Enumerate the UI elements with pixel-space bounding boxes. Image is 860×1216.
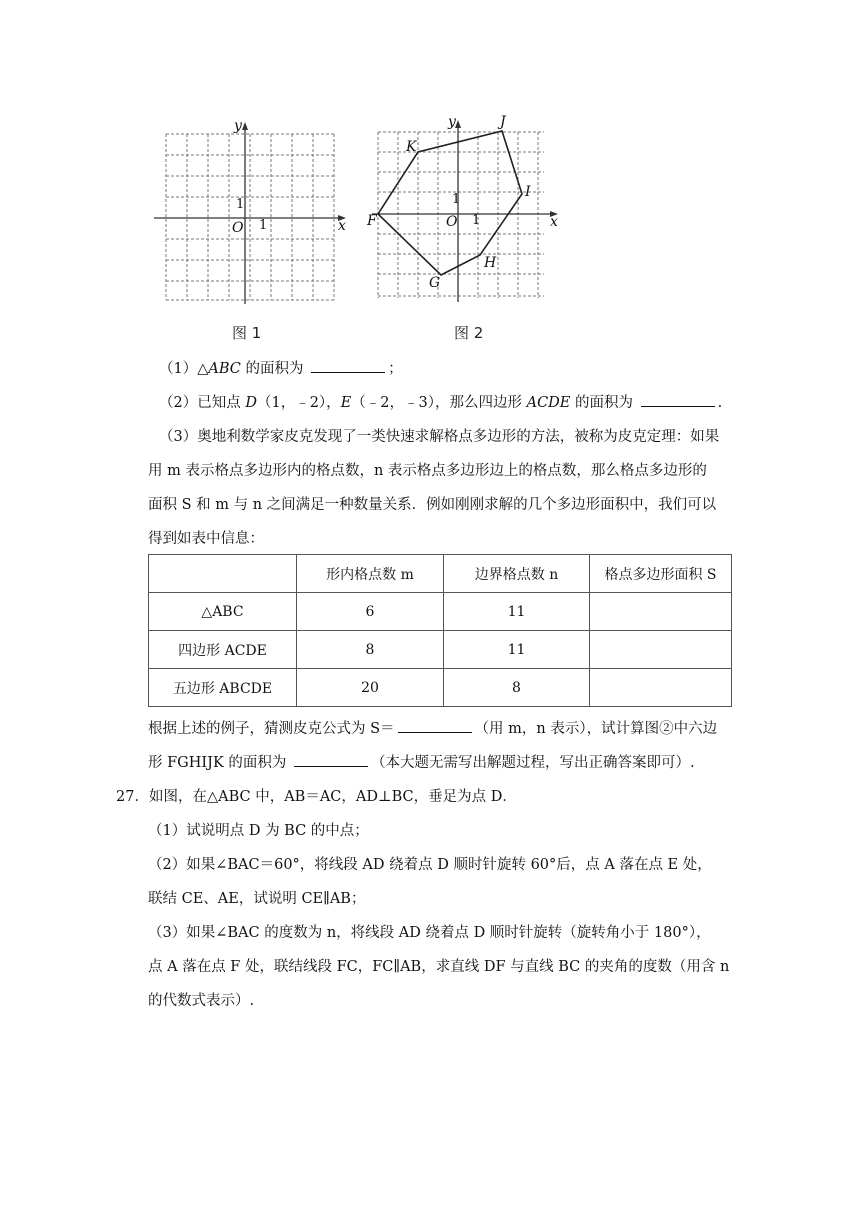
vertex-f-label: F bbox=[367, 213, 377, 229]
fig2-origin-label: O bbox=[446, 214, 458, 230]
pick-formula-prefix: 根据上述的例子，猜测皮克公式为 S＝ bbox=[148, 721, 395, 737]
fig1-x-label: x bbox=[338, 218, 346, 234]
table-cell: 11 bbox=[444, 593, 590, 631]
pick-formula-line bbox=[148, 718, 717, 740]
fig2-y-label: y bbox=[448, 114, 456, 130]
q1-answer-blank[interactable] bbox=[311, 358, 385, 373]
q2-line bbox=[159, 392, 722, 414]
figure-1-caption: 图 1 bbox=[232, 324, 262, 342]
q2-point-d: D bbox=[245, 395, 257, 411]
q3-line-2: 用 m 表示格点多边形内的格点数，n 表示格点多边形边上的格点数，那么格点多边形的 bbox=[148, 463, 707, 479]
table-cell: 五边形 ABCDE bbox=[149, 669, 297, 707]
vertex-g-label: G bbox=[429, 275, 441, 291]
q27-part1: （1）试说明点 D 为 BC 的中点； bbox=[148, 823, 369, 839]
table-row bbox=[149, 631, 732, 669]
table-header-cell: 形内格点数 m bbox=[297, 555, 444, 593]
q2-end: . bbox=[717, 395, 723, 411]
q2-e-coord: （﹣2，﹣3），那么四边形 bbox=[351, 395, 527, 411]
figure-2-caption: 图 2 bbox=[454, 324, 484, 342]
q27-part3-line2: 点 A 落在点 F 处，联结线段 FC，FC∥AB，求直线 DF 与直线 BC 的夹角的度数（用含 n bbox=[148, 959, 730, 975]
fig1-unit-y-label: 1 bbox=[236, 197, 245, 212]
q27-part2-line2: 联结 CE、AE，试说明 CE∥AB； bbox=[148, 891, 366, 907]
q1-end: ； bbox=[388, 361, 403, 377]
fig2-unit-x-label: 1 bbox=[472, 213, 481, 228]
table-cell: △ABC bbox=[149, 593, 297, 631]
vertex-h-label: H bbox=[484, 255, 497, 271]
q2-suffix: 的面积为 bbox=[570, 395, 638, 411]
q27-title: 27．如图，在△ABC 中，AB＝AC，AD⊥BC，垂足为点 D． bbox=[116, 789, 517, 805]
vertex-i-label: I bbox=[525, 184, 531, 200]
table-cell: 20 bbox=[297, 669, 444, 707]
q1-line bbox=[159, 358, 403, 380]
table-header-row bbox=[149, 555, 732, 593]
figure-2-grid bbox=[366, 118, 566, 308]
q3-line-3: 面积 S 和 m 与 n 之间满足一种数量关系．例如刚刚求解的几个多边形面积中，我们可以 bbox=[148, 497, 717, 513]
hexagon-area-line bbox=[148, 752, 695, 774]
table-row bbox=[149, 669, 732, 707]
q2-quad-name: ACDE bbox=[526, 395, 571, 411]
fig1-y-label: y bbox=[234, 118, 242, 134]
q3-line-4: 得到如表中信息： bbox=[148, 531, 264, 547]
table-cell-empty[interactable] bbox=[590, 631, 732, 669]
pick-formula-suffix: （用 m，n 表示），试计算图②中六边 bbox=[474, 721, 718, 737]
q2-answer-blank[interactable] bbox=[641, 392, 715, 407]
fig1-origin-label: O bbox=[232, 220, 244, 236]
table-header-cell: 边界格点数 n bbox=[444, 555, 590, 593]
vertex-k-label: K bbox=[406, 139, 417, 155]
q27-part2-line1: （2）如果∠BAC＝60°，将线段 AD 绕着点 D 顺时针旋转 60°后，点 A 落在点 E 处， bbox=[148, 857, 712, 873]
pick-formula-blank[interactable] bbox=[398, 718, 472, 733]
hexagon-area-prefix: 形 FGHIJK 的面积为 bbox=[148, 755, 291, 771]
fig1-unit-x-label: 1 bbox=[259, 218, 268, 233]
q2-point-e: E bbox=[340, 395, 352, 411]
hexagon-area-blank[interactable] bbox=[294, 752, 368, 767]
pick-theorem-table bbox=[148, 554, 732, 707]
q27-part3-line1: （3）如果∠BAC 的度数为 n，将线段 AD 绕着点 D 顺时针旋转（旋转角小于 180°）， bbox=[148, 925, 711, 941]
table-cell-empty[interactable] bbox=[590, 593, 732, 631]
figure-1-grid bbox=[150, 118, 350, 308]
q2-d-coord: （1，﹣2）， bbox=[256, 395, 341, 411]
table-cell-empty[interactable] bbox=[590, 669, 732, 707]
q27-part3-line3: 的代数式表示）. bbox=[148, 993, 255, 1009]
table-header-cell bbox=[149, 555, 297, 593]
q1-prefix: （1）△ bbox=[159, 361, 209, 377]
table-cell: 6 bbox=[297, 593, 444, 631]
q2-prefix: （2）已知点 bbox=[159, 395, 246, 411]
table-header-cell: 格点多边形面积 S bbox=[590, 555, 732, 593]
table-cell: 8 bbox=[444, 669, 590, 707]
hexagon-area-suffix: （本大题无需写出解题过程，写出正确答案即可）. bbox=[371, 755, 695, 771]
table-row bbox=[149, 593, 732, 631]
q1-triangle-name: ABC bbox=[208, 361, 241, 377]
q1-suffix: 的面积为 bbox=[240, 361, 309, 377]
fig2-x-label: x bbox=[550, 214, 558, 230]
table-cell: 11 bbox=[444, 631, 590, 669]
table-cell: 8 bbox=[297, 631, 444, 669]
vertex-j-label: J bbox=[500, 114, 506, 130]
table-cell: 四边形 ACDE bbox=[149, 631, 297, 669]
fig2-unit-y-label: 1 bbox=[452, 192, 461, 207]
q3-line-1: （3）奥地利数学家皮克发现了一类快速求解格点多边形的方法，被称为皮克定理：如果 bbox=[159, 429, 720, 445]
